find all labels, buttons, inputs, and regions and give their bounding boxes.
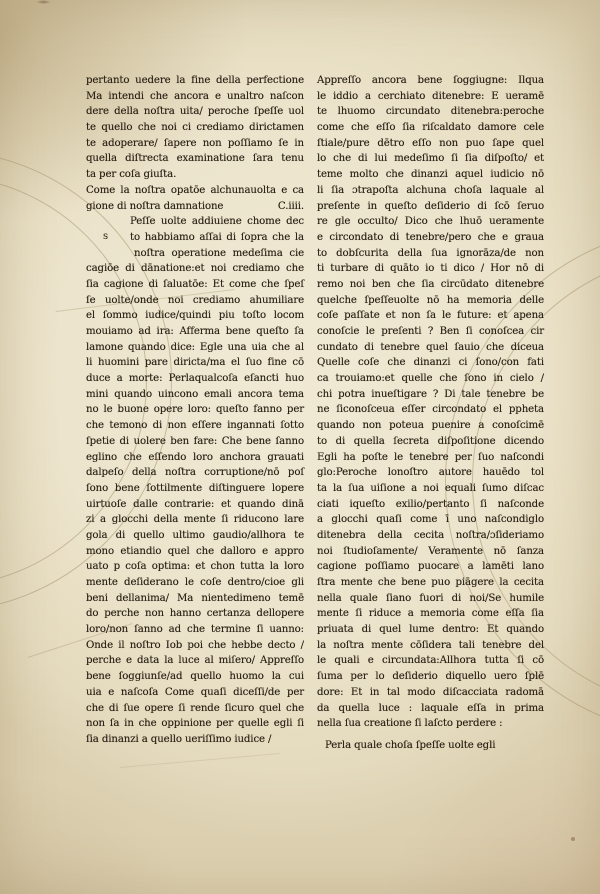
text-line: pertanto uedere la fine della perfectione bbox=[86, 75, 304, 86]
text-line: ca trouiamo:et quelle che ſono in cielo / bbox=[317, 373, 544, 385]
text-line: ſpetie di uolere ben fare: Che bene ſanno bbox=[86, 435, 304, 447]
text-line: ditenebra della cecita noſtra/ɔſideriamo bbox=[317, 529, 544, 541]
text-line: ſia dinanzi a quello ueriſſimo iudice / bbox=[86, 733, 272, 745]
text-line: li huomini pare diricta/ma el ſuo fine cō bbox=[86, 357, 304, 369]
text-line: conoſcie le preſenti ? Ben ſi conoſcea cir bbox=[317, 326, 544, 337]
text-line: teme molto che dinanzi aquel iudicio nō bbox=[317, 169, 544, 181]
text-line: ſtra mente che bene puo piāgere la cecita bbox=[317, 577, 544, 588]
text-line: ſe uolte/onde noi crediamo ahumiliare bbox=[86, 294, 304, 306]
text-line: re gle occulto/ Dico che lhuō ueramente bbox=[317, 216, 544, 228]
text-line: quando non poteua puenire a conoſcimē bbox=[317, 420, 544, 432]
text-line: dere della noſtra uita/ peroche ſpeſſe uol bbox=[86, 106, 304, 118]
text-line: quelche ſpeſſeuolte nō ha memoria delle bbox=[317, 294, 544, 306]
text-line: glo:Peroche lonoſtro autore hauēdo tol bbox=[317, 467, 544, 479]
text-line: uato p coſa optima: et chon tutta la loro bbox=[86, 561, 304, 573]
text-line: mouiamo ad ira: Afferma bene queſto ſa bbox=[86, 326, 304, 337]
text-line: quella diſtrecta examinatione ſara tenu bbox=[86, 153, 304, 165]
text-line: che di ſue opere ſi rende ſicuro quel che bbox=[86, 702, 304, 714]
left-column bbox=[86, 73, 304, 748]
text-line: dore: Et in tal modo diſcacciata radomā bbox=[317, 686, 544, 698]
margin-guide-letter: s bbox=[103, 231, 109, 242]
text-line: mini quando uincono emali ancora tema bbox=[86, 388, 304, 400]
text-line: mono etiandio quel che dalloro e appro bbox=[86, 545, 304, 557]
text-line: Onde il noſtro Iob poi che hebbe decto / bbox=[86, 639, 304, 651]
text-line: non ſa in che oppinione per quelle egli ſi bbox=[86, 718, 304, 730]
text-line: te quello che noi ci crediamo dirictamen bbox=[86, 122, 304, 134]
text-line: dalpeſo della noſtra corruptione/nō poſ bbox=[86, 467, 304, 479]
text-line: priuata di quel lume dentro: Et quando bbox=[317, 624, 544, 636]
text-line: beni dellanima/ Ma nientedimeno temē bbox=[86, 592, 304, 604]
text-line: Egli ha poſte le tenebre per ſuo naſcondi bbox=[317, 451, 544, 463]
text-line: to di quella ſecreta diſpoſitione dicendo bbox=[317, 435, 544, 447]
chapter-number: C.iiii. bbox=[277, 200, 304, 212]
text-line: preſente in queſto deſiderio di ſcō ſeruo bbox=[317, 200, 544, 212]
text-line: bene ſoggiunſe/ad quello huomo la cui bbox=[86, 671, 304, 683]
text-line: to dobſcurita della ſua ignorāza/de non bbox=[317, 247, 544, 259]
text-line: lamone quando dice: Egle una uia che al bbox=[86, 341, 304, 353]
text-line: no le buone opere loro: queſto fanno per bbox=[86, 404, 304, 416]
text-line: mente deſiderano le coſe dentro/cioe gli bbox=[86, 577, 304, 588]
text-line: cundato di tenebre quel ſauio che diceua bbox=[317, 341, 544, 353]
text-line: uia e naſcoſa Come quaſi diceſſi/de per bbox=[86, 686, 304, 698]
text-line: da quella luce : laquale eſſa in prima bbox=[317, 702, 544, 714]
text-line: come che eſſo ſia riſcaldato damore cele bbox=[317, 122, 544, 134]
text-line: ta la ſua uiſione a noi equali ſumo diſcac bbox=[317, 482, 544, 494]
text-line: lo che di lui medeſimo ſi ſia diſpoſto/ et bbox=[317, 153, 544, 165]
text-line: ta per coſa giuſta. bbox=[86, 169, 177, 181]
text-line: e circondato di tenebre/pero che e graua bbox=[317, 231, 544, 243]
text-line: ciati iqueſto exilio/pertanto ſi naſconde bbox=[317, 498, 544, 510]
text-line: noſtra operatione medeſima cie bbox=[134, 247, 304, 259]
paper-smudge bbox=[36, 0, 51, 4]
text-line: le iddio a cerchiato ditenebre: E ueramē bbox=[317, 90, 544, 102]
text-line: uirtuoſe dalle contrarie: et quando dinā bbox=[86, 498, 304, 510]
text-line: che temono di non eſſere ingannati ſotto bbox=[86, 420, 304, 432]
text-line: te lhuomo circundato ditenebra:peroche bbox=[317, 106, 544, 118]
text-line: ſuma per lo deſiderio diquello uero ſplē bbox=[317, 671, 544, 683]
text-line bbox=[86, 199, 304, 215]
text-line: duce a morte: Perlaqualcoſa eſancti huo bbox=[86, 373, 304, 385]
text-line: do perche non hanno certanza dellopere bbox=[86, 608, 304, 620]
text-line: cagiōe di dānatione:et noi crediamo che bbox=[86, 263, 304, 275]
text-line: ne ſiconoſceua eſſer circondato el ppheta bbox=[317, 404, 544, 416]
text-line: noi ſtudioſamente/ Veramente nō ſanza bbox=[317, 545, 544, 557]
text-line: el ſommo iudice/quindi piu toſto locom bbox=[86, 310, 304, 322]
text-line: le quali e circundata:Allhora tutta ſi cō bbox=[317, 655, 544, 667]
text-line: nella ſua creatione ſi laſcto perdere : bbox=[317, 718, 503, 730]
line-text: gione di noſtra damnatione bbox=[86, 200, 224, 212]
text-line: perche e data la luce al miſero/ Appreſſo bbox=[86, 655, 304, 667]
text-line: ti turbare di quāto io ti dico / Hor nō di bbox=[317, 263, 544, 275]
text-line: gola di quello ultimo gaudio/allhora te bbox=[86, 529, 304, 541]
text-line: Ma intendi che ancora e unaltro naſcon bbox=[86, 90, 304, 102]
text-line: remo noi ben che ſia circūdato ditenebre bbox=[317, 278, 544, 290]
paper-wrinkle bbox=[120, 753, 279, 768]
text-line: zi a glocchi della mente ſi riducono lare bbox=[86, 514, 304, 526]
text-line: Come la noſtra opatōe alchunauolta e ca bbox=[86, 184, 304, 196]
text-line: cagione poſſiamo puocare a lamēti lano bbox=[317, 561, 544, 573]
text-line: la noſtra mente cōſidera tali tenebre del bbox=[317, 639, 544, 651]
text-line: nella quale ſiano fuori di noi/Se humile bbox=[317, 592, 544, 604]
text-line: loro/non ſanno ad che termine ſi uanno: bbox=[86, 624, 304, 636]
text-line: ſia cagione di ſaluatōe: Et come che ſpeſ bbox=[86, 278, 304, 290]
text-line: Quelle coſe che dinanzi ci ſono/con fati bbox=[317, 357, 544, 369]
text-line: to habbiamo aſſai di ſopra che la bbox=[130, 231, 304, 243]
text-line: Peſſe uolte addiuiene chome dec bbox=[130, 216, 304, 228]
text-line: li ſia ɔtrapoſta alchuna choſa laquale al bbox=[317, 184, 544, 196]
text-line: ſono bene ſottilmente diſtinguere lopere bbox=[86, 482, 304, 494]
text-line: coſe paſſate et non ſa le future: et apena bbox=[317, 310, 544, 322]
paper-speck bbox=[571, 837, 575, 841]
text-line: eglino che eſſendo loro anchora grauati bbox=[86, 451, 304, 463]
right-column bbox=[317, 73, 544, 754]
text-line: mente ſi riduce a memoria come eſſa ſia bbox=[317, 608, 544, 620]
text-line: Appreſſo ancora bene ſoggiugne: Ilqua bbox=[317, 75, 544, 86]
text-line: te adoperare/ ſapere non poſſiamo ſe in bbox=[86, 137, 304, 149]
text-line: a glocchi quaſi come ī uno naſcondiglo bbox=[317, 514, 544, 526]
text-line: Perla quale choſa ſpeſſe uolte egli bbox=[325, 739, 496, 751]
text-line: chi potra inueſtigare ? Di tale tenebre be bbox=[317, 388, 544, 400]
text-line: ſtiale/pure dētro eſſo non puo ſape quel bbox=[317, 137, 544, 149]
